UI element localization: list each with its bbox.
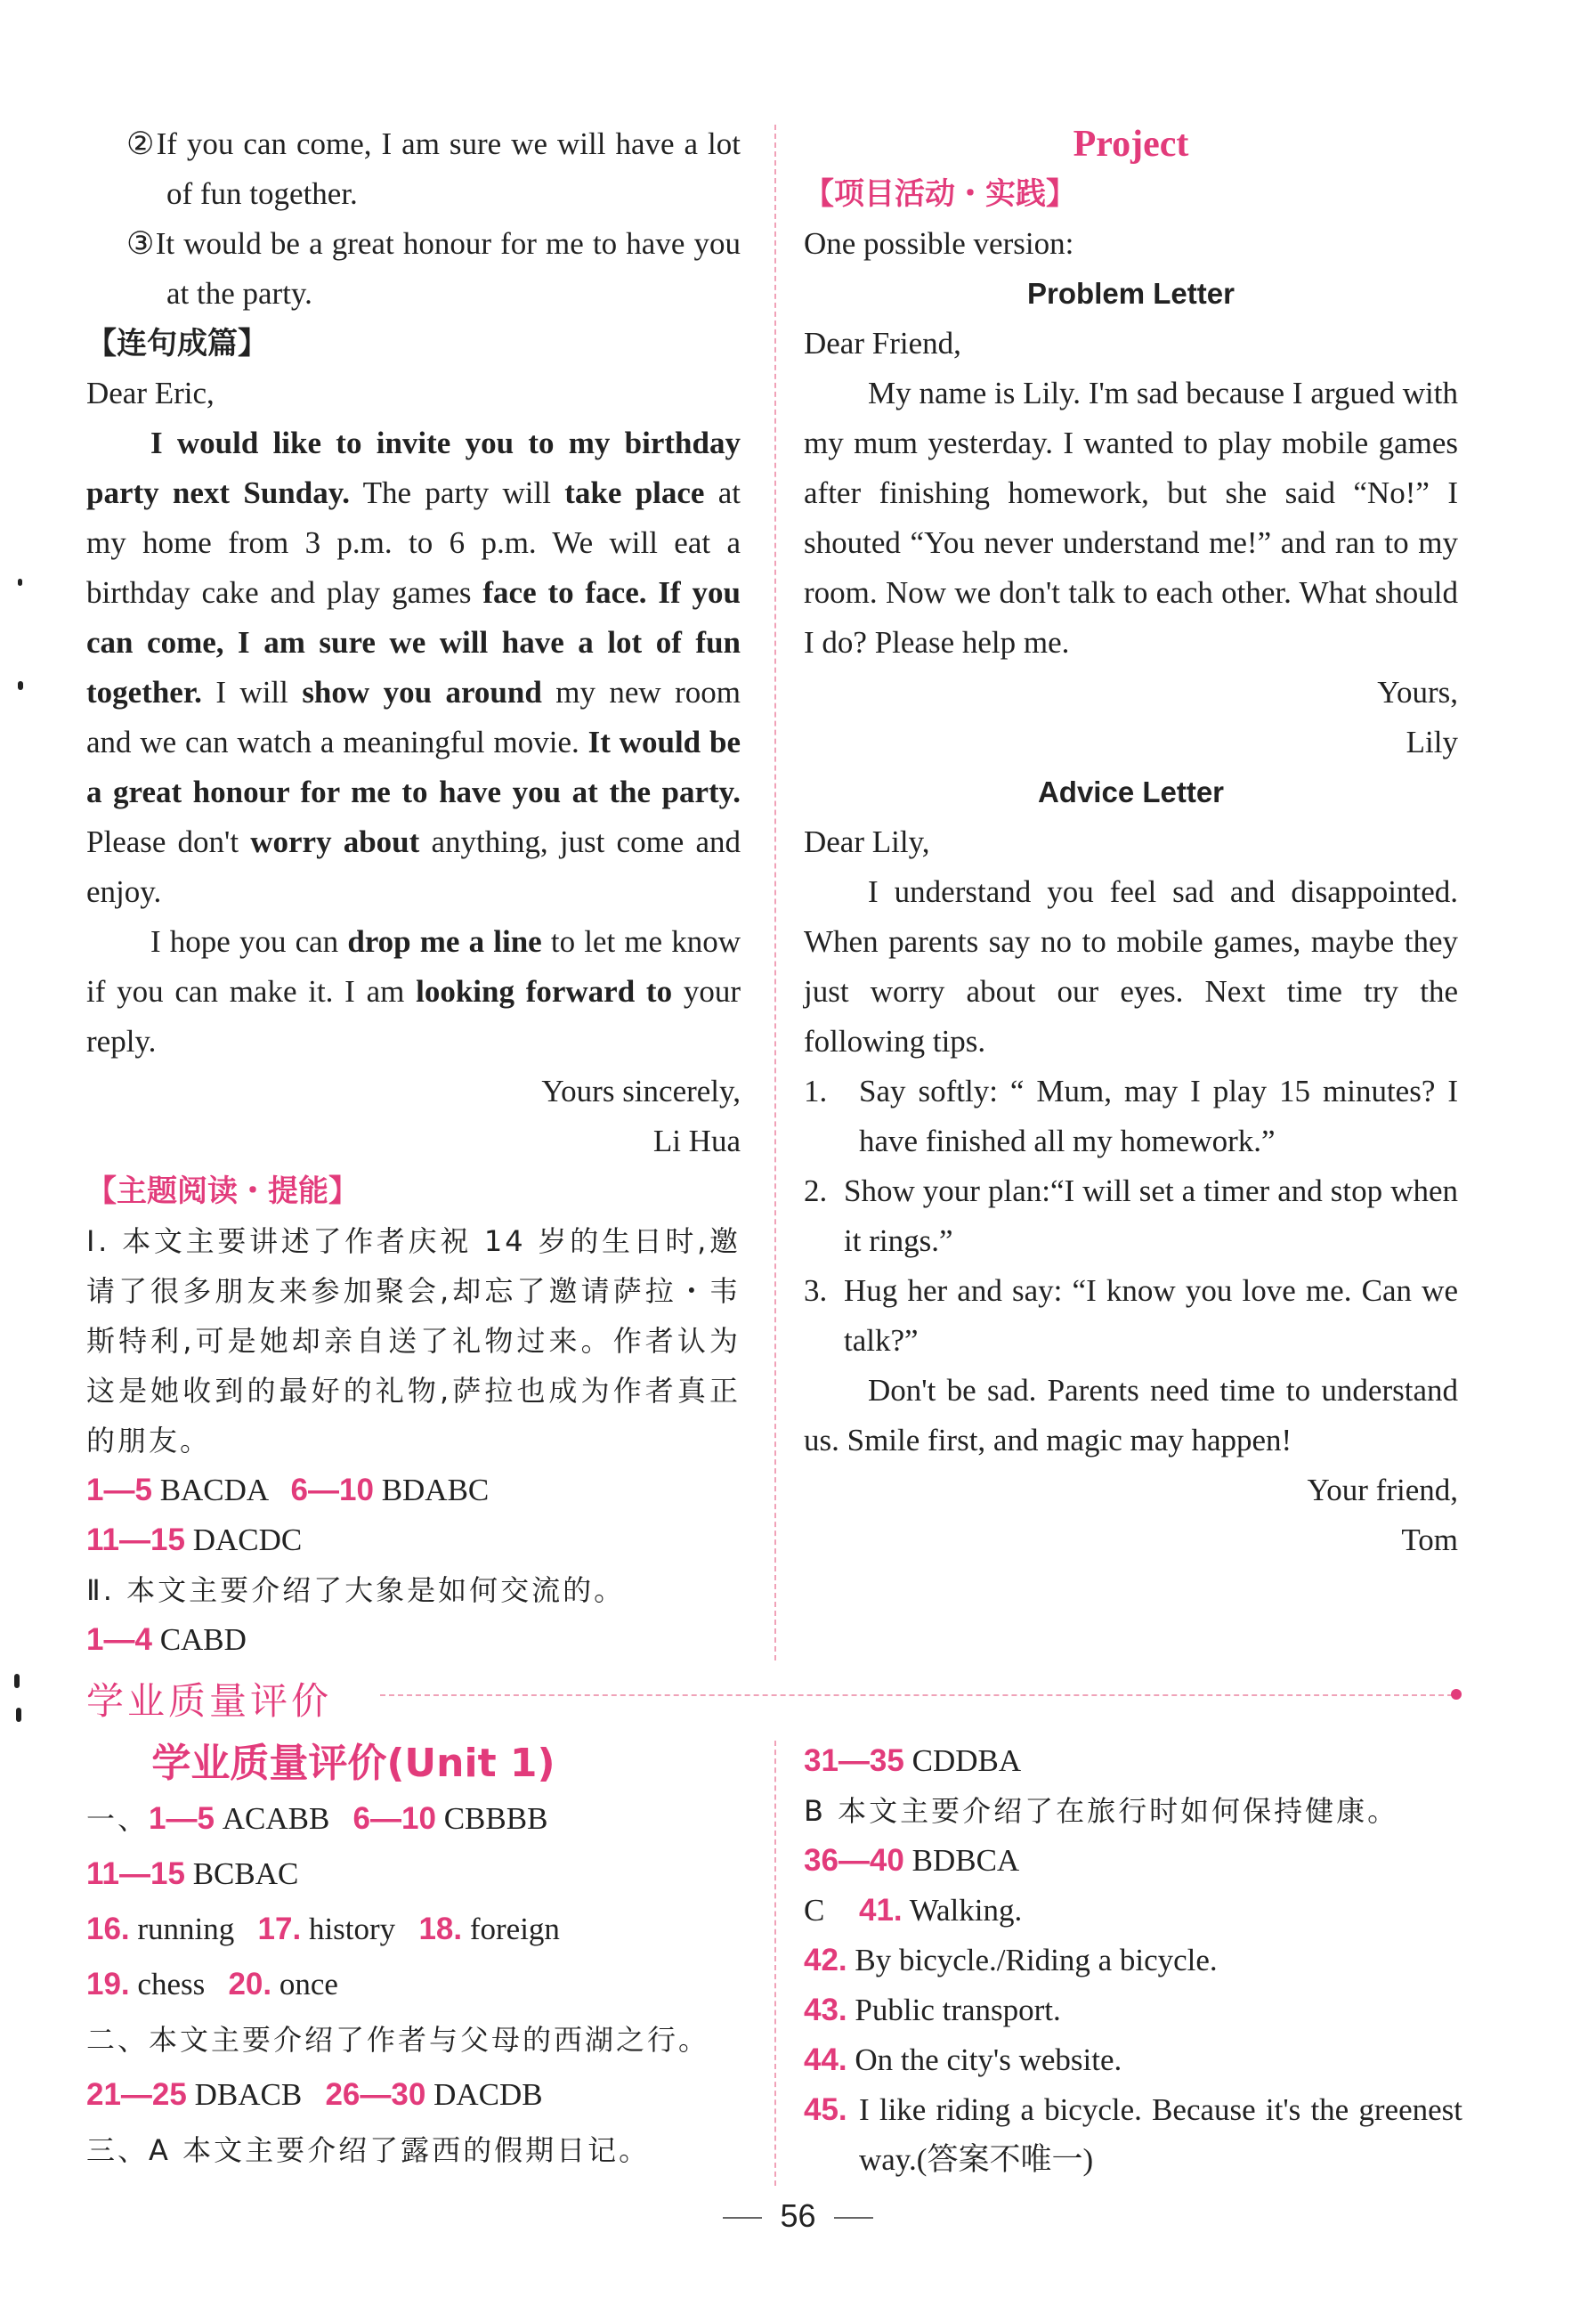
part-b-summary: B 本文主要介绍了在旅行时如何保持健康。 [804,1794,1399,1828]
letter-text: I will [201,675,303,710]
tip-text: Say softly: “ Mum, may I play 15 minutes? I have finished all my homework.” [859,1074,1458,1158]
sentence-3: ③It would be a great honour for me to have you at the party. [126,226,741,311]
key-phrase: I would like to invite you to my birthday party next Sunday. [86,426,741,510]
answer-range: 6—10 [352,1801,436,1836]
letter-text: to let me know if you can make it. I am [86,924,741,1009]
section-bar [86,1665,1462,1727]
part-prefix: C [804,1893,825,1928]
letter-text: The party will [350,475,565,510]
sentence-2: ②If you can come, I am sure we will have a lot of fun together. [126,126,741,211]
key-phrase: take place [564,475,705,510]
answer-range: 21—25 [86,2077,187,2112]
answer-number: 41. [859,1893,903,1928]
tip-text: Show your plan:“I will set a timer and stop when it rings.” [844,1173,1458,1258]
answer-row [86,1515,741,1565]
project-title: Project [1073,124,1189,165]
letter-text: your reply. [86,974,741,1059]
key-phrase: worry about [250,824,420,859]
answer-row [86,1957,772,2012]
evaluation-column-right [804,1736,1462,2185]
margin-mark [18,681,23,690]
answer-value: running [137,1912,235,1946]
key-phrase: looking forward to [416,974,673,1009]
section-heading-connect: 【连句成篇】 [86,326,268,361]
letter-text: I hope you can [150,924,348,959]
answer-row [804,1736,1462,1786]
answer-number: 17. [257,1912,302,1946]
tip-number: 3. [804,1273,828,1308]
answer-item [804,2035,1462,2085]
key-phrase: face to face. [482,575,647,610]
part-prefix: 一、 [86,1802,150,1836]
page-number-dash [723,2217,762,2219]
letter-paragraph-1 [86,418,741,917]
answer-value: chess [137,1967,206,2001]
answer-number: 20. [228,1967,272,2001]
evaluation-column-left [86,1736,772,2178]
answer-text: On the city's website. [855,2042,1122,2077]
answer-number: 19. [86,1967,130,2001]
answer-value: ACABB [222,1801,330,1836]
problem-letter-salutation: Dear Friend, [804,326,961,361]
answer-value: BCBAC [192,1856,299,1891]
answer-range: 1—5 [86,1473,152,1507]
answer-range: 6—10 [290,1473,374,1507]
answer-value: DBACB [194,2077,303,2112]
answer-value: history [308,1912,396,1946]
section-bar-line [380,1694,1453,1696]
answer-text: Public transport. [855,1993,1061,2027]
letter-text [647,575,659,610]
answer-range: 11—15 [86,1522,185,1557]
answer-item [804,1886,1462,1936]
answer-row [86,1902,772,1957]
margin-mark [14,1674,20,1688]
letter-text: anything, just come and enjoy. [86,824,741,909]
answer-range: 1—5 [149,1801,215,1836]
tip-item [804,1067,1458,1166]
advice-letter-salutation: Dear Lily, [804,824,930,859]
part-2-summary: 二、本文主要介绍了作者与父母的西湖之行。 [86,2023,710,2057]
advice-letter-closing: Your friend, [1307,1473,1458,1507]
answer-item [804,2085,1462,2185]
answer-item [804,1936,1462,1985]
answer-range: 1—4 [86,1622,152,1657]
answer-value: DACDB [433,2077,543,2112]
answer-row [86,1466,741,1515]
answer-number: 42. [804,1943,847,1977]
answer-value: CABD [159,1622,247,1657]
answer-range: 26—30 [325,2077,426,2112]
tip-item [804,1166,1458,1266]
answer-column-right [804,119,1458,1565]
letter-signature: Li Hua [652,1124,741,1158]
version-intro: One possible version: [804,226,1074,261]
letter-paragraph-2 [86,917,741,1067]
answer-row [86,2067,772,2123]
letter-text: my new room and we can watch a meaningful movie. [86,675,741,759]
advice-letter-title: Advice Letter [1037,775,1225,808]
advice-letter-ending: Don't be sad. Parents need time to understand us. Smile first, and magic may happen! [804,1373,1458,1457]
advice-letter-body: I understand you feel sad and disappointed. When parents say no to mobile games, maybe they just worry about our eyes. Next time try the following tips. [804,874,1458,1059]
problem-letter-signature: Lily [1406,725,1458,759]
answer-value: foreign [469,1912,560,1946]
key-phrase: drop me a line [347,924,542,959]
answer-number: 16. [86,1912,130,1946]
column-divider [774,125,776,1660]
answer-value: CBBBB [443,1801,548,1836]
page-number-value: 56 [780,2197,816,2234]
answer-range: 31—35 [804,1743,904,1778]
tip-text: Hug her and say: “I know you love me. Can we talk?” [844,1273,1458,1358]
answer-value: DACDC [192,1522,303,1557]
answer-text: I like riding a bicycle. Because it's the greenest way.(答案不唯一) [859,2092,1462,2177]
answer-number: 43. [804,1993,847,2027]
answer-item [804,1985,1462,2035]
letter-salutation: Dear Eric, [86,376,215,410]
letter-text: Please don't [86,824,251,859]
reading-2-summary: Ⅱ. 本文主要介绍了大象是如何交流的。 [86,1573,626,1607]
section-heading-reading: 【主题阅读・提能】 [86,1173,359,1209]
answer-range: 11—15 [86,1856,185,1891]
margin-mark [18,579,22,586]
page-number [0,2197,1596,2235]
problem-letter-closing: Yours, [1377,675,1458,710]
letter-closing: Yours sincerely, [541,1074,741,1108]
answer-row [86,1615,741,1665]
answer-number: 18. [418,1912,463,1946]
part-3a-summary: 三、A 本文主要介绍了露西的假期日记。 [86,2133,651,2167]
section-bar-label: 学业质量评价 [86,1679,333,1723]
key-phrase: It would be a great honour for me to have you at the party. [86,725,741,809]
letter-text: at my home from 3 p.m. to 6 p.m. We will eat a birthday cake and play games [86,475,741,610]
answer-text: Walking. [909,1893,1023,1928]
answer-value: CDDBA [911,1743,1022,1778]
answer-number: 44. [804,2042,847,2077]
unit-title: 学业质量评价(Unit 1) [151,1741,555,1786]
margin-mark [16,1708,21,1722]
page-number-dash [834,2217,873,2219]
answer-range: 36—40 [804,1843,904,1878]
tip-number: 1. [804,1074,828,1108]
answer-value: BDBCA [911,1843,1020,1878]
key-phrase: show you around [302,675,542,710]
column-divider [774,1741,776,2186]
answer-text: By bicycle./Riding a bicycle. [855,1943,1218,1977]
answer-value: BDABC [381,1473,490,1507]
answer-value: BACDA [159,1473,268,1507]
answer-number: 45. [804,2092,847,2127]
reading-1-summary: Ⅰ. 本文主要讲述了作者庆祝 14 岁的生日时,邀请了很多朋友来参加聚会,却忘了邀请萨拉・韦斯特利,可是她却亲自送了礼物过来。作者认为这是她收到的最好的礼物,萨拉也成为作者真正的朋友。 [86,1224,741,1457]
key-phrase: If you can come, I am sure we will have a lot of fun together. [86,575,741,710]
answer-value: once [279,1967,338,2001]
advice-letter-signature: Tom [1401,1522,1458,1557]
answer-row [804,1836,1462,1886]
section-bar-dot [1451,1689,1462,1700]
answer-column-left [86,119,741,1665]
answer-row [86,1847,772,1902]
tip-number: 2. [804,1173,828,1208]
answer-row [86,1791,772,1847]
tip-item [804,1266,1458,1366]
problem-letter-title: Problem Letter [1027,277,1235,310]
problem-letter-body: My name is Lily. I'm sad because I argued with my mum yesterday. I wanted to play mobile games after finishing homework, but she said “No!” I shouted “You never understand me!” and ran to my room. Now we don't talk to each other. What should I do? Please help me. [804,376,1458,660]
section-heading-project: 【项目活动・实践】 [804,176,1076,212]
